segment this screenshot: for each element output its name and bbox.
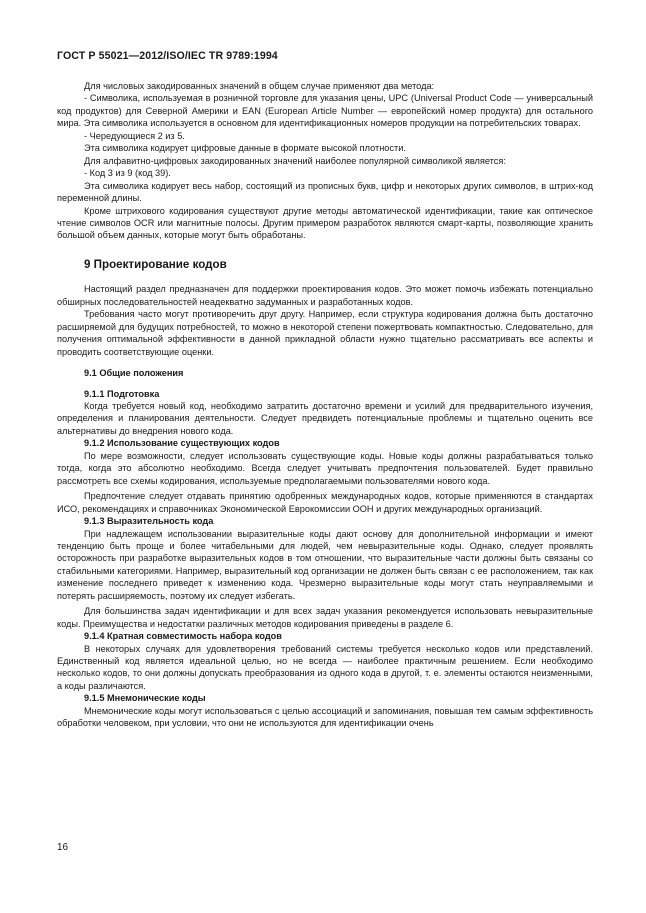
- clause-heading: 9.1.4 Кратная совместимость набора кодов: [84, 631, 282, 642]
- paragraph: Требования часто могут противоречить друг другу. Например, если структура кодирования должна быть достаточно расширяемой для будущих потребностей, то можно в некоторой степени пожертвовать компактностью. Следовательно, для получения оптимальной эффективности в данной прикладной области нужно тщательно рассматривать все аспекты и проводить соответствующие оценки.: [57, 309, 593, 357]
- paragraph: Предпочтение следует отдавать принятию одобренных международных кодов, которые применяются в стандартах ИСО, рекомендациях и справочниках Экономической Еврокомиссии ООН и других международных организаций.: [57, 491, 593, 514]
- paragraph: Эта символика кодирует цифровые данные в формате высокой плотности.: [84, 143, 406, 154]
- paragraph: Настоящий раздел предназначен для поддержки проектирования кодов. Это может помочь избежать потенциально обширных последовательностей неадекватно задуманных и разработанных кодов.: [57, 284, 593, 307]
- paragraph: Когда требуется новый код, необходимо затратить достаточно времени и усилий для предварительного изучения, определения и планирования деятельности. Следует предвидеть потенциальные проблемы и тщательно оценить все альтернативы до внедрения нового кода.: [57, 400, 593, 436]
- paragraph: Эта символика кодирует весь набор, состоящий из прописных букв, цифр и некоторых других символов, в штрих-код переменной длины.: [57, 180, 593, 204]
- document-body: [57, 80, 593, 730]
- clause-heading: 9.1.3 Выразительность кода: [84, 516, 214, 527]
- paragraph: Для алфавитно-цифровых закодированных значений наиболее популярной символикой является:: [84, 155, 506, 166]
- paragraph: Для числовых закодированных значений в общем случае применяют два метода:: [84, 81, 435, 91]
- document-header: ГОСТ Р 55021—2012/ISO/IEC TR 9789:1994: [57, 50, 278, 62]
- paragraph: Для большинства задач идентификации и для всех задач указания рекомендуется использовать невыразительные коды. Преимущества и недостатки различных методов кодирования приведены в разделе 6.: [57, 606, 593, 629]
- clause-heading: 9.1.5 Мнемонические коды: [84, 693, 206, 704]
- paragraph: - Чередующиеся 2 из 5.: [84, 130, 185, 141]
- subsection-heading: 9.1 Общие положения: [84, 368, 184, 379]
- clause-heading: 9.1.2 Использование существующих кодов: [84, 438, 280, 449]
- clause-heading: 9.1.1 Подготовка: [84, 388, 160, 399]
- paragraph: По мере возможности, следует использовать существующие коды. Новые коды должны разрабатываться только тогда, когда это абсолютно необходимо. Всегда следует учитывать предпочтения пользователей. Будет правильно рассмотреть все схемы кодирования, используемые предполагаемыми пользователями нового кода.: [57, 450, 593, 486]
- section-heading: 9 Проектирование кодов: [84, 257, 227, 271]
- paragraph: При надлежащем использовании выразительные коды дают основу для дополнительной информации и имеют тенденцию быть проще и более читабельными для людей, чем невыразительные коды. Однако, следует проявлять осторожность при разработке выразительных кодов в том отношении, что выразительные части должны быть связаны со стабильными категориями. Например, выразительный код организации не должен быть связан с ее расположением, так как изменение последнего приведет к изменению кода. Чрезмерно выразительные коды могут стать неуправляемыми и потерять расширяемость, поэтому их следует избегать.: [57, 528, 593, 601]
- paragraph: Мнемонические коды могут использоваться с целью ассоциаций и запоминания, повышая тем самым эффективность обработки человеком, при условии, что они не используются для идентификации очень: [57, 705, 593, 729]
- paragraph: В некоторых случаях для удовлетворения требований системы требуется несколько кодов или представлений. Единственный код является идеальной целью, но не всегда — наиболее практичным решением. Если необходимо несколько кодов, то они должны допускать преобразования из одного кода в другой, т. е. элементы остаются неизменными, а коды различаются.: [57, 643, 593, 691]
- page-number: 16: [57, 842, 69, 853]
- paragraph: - Код 3 из 9 (код 39).: [84, 168, 171, 179]
- paragraph: - Символика, используемая в розничной торговле для указания цены, UPC (Universal Product Code — универсальный код продуктов) для Северной Америки и EAN (European Article Number — европейский номер продукта) для остального мира. Эта символика используется в основном для идентификационных номеров продукции на потребительских товарах.: [57, 93, 593, 129]
- paragraph: Кроме штрихового кодирования существуют другие методы автоматической идентификации, такие как оптическое чтение символов OCR или магнитные полосы. Другим примером разработок являются смарт-карты, позволяющие хранить большой объем данных, которые могут быть обработаны.: [57, 205, 593, 241]
